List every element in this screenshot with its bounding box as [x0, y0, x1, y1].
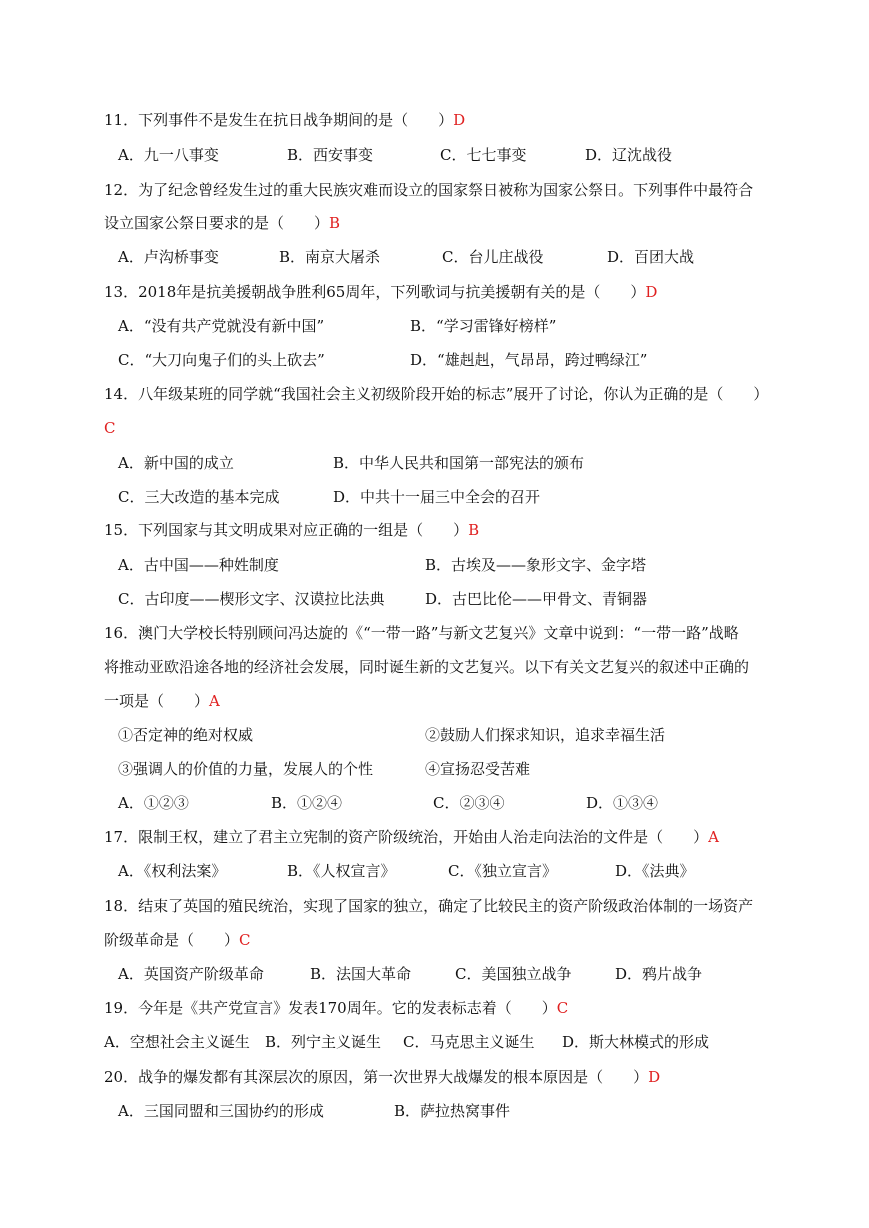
option-d: D．中共十一届三中全会的召开: [333, 488, 541, 506]
question-text: 19．今年是《共产党宣言》发表170周年。它的发表标志着（ ）: [104, 999, 557, 1017]
option-d: D．“雄赳赳，气昂昂，跨过鸭绿江”: [410, 351, 648, 369]
question-text: 阶级革命是（ ）: [104, 931, 240, 949]
question-14-answer-line: [104, 418, 115, 438]
question-13-stem: [104, 282, 657, 302]
statement-2: ②鼓励人们探求知识，追求幸福生活: [425, 726, 666, 744]
answer-key: B: [329, 214, 341, 232]
question-text: 一项是（ ）: [104, 692, 210, 710]
option-a: A．新中国的成立: [118, 454, 234, 472]
option-b: B．①②④: [271, 794, 343, 812]
option-a: A．“没有共产党就没有新中国”: [118, 317, 325, 335]
option-b: B．“学习雷锋好榜样”: [410, 317, 557, 335]
answer-key: D: [645, 283, 658, 301]
option-b: B．中华人民共和国第一部宪法的颁布: [333, 454, 585, 472]
option-b: B．《人权宣言》: [287, 862, 396, 880]
option-c: C．古印度——楔形文字、汉谟拉比法典: [118, 590, 385, 608]
question-20-stem: [104, 1067, 660, 1087]
question-17-stem: [104, 827, 719, 847]
answer-key: D: [648, 1068, 661, 1086]
option-a: A．九一八事变: [118, 146, 219, 164]
question-18-stem-line2: [104, 930, 251, 950]
option-d: D．①③④: [586, 794, 659, 812]
option-b: B．西安事变: [287, 146, 374, 164]
option-b: B．南京大屠杀: [279, 248, 381, 266]
option-d: D．《法典》: [615, 862, 695, 880]
question-14-stem: [104, 384, 768, 404]
option-c: C．三大改造的基本完成: [118, 488, 280, 506]
option-a: A．古中国——种姓制度: [118, 556, 279, 574]
question-text: 15．下列国家与其文明成果对应正确的一组是（ ）: [104, 521, 469, 539]
answer-key: A: [209, 692, 220, 710]
option-d: D．鸦片战争: [615, 965, 703, 983]
statement-1: ①否定神的绝对权威: [118, 726, 254, 744]
option-c: C．②③④: [433, 794, 505, 812]
answer-key: C: [556, 999, 569, 1017]
answer-key: D: [453, 111, 466, 129]
option-d: D．百团大战: [607, 248, 695, 266]
option-a: A．卢沟桥事变: [118, 248, 219, 266]
option-c: C．《独立宣言》: [448, 862, 557, 880]
option-c: C．马克思主义诞生: [403, 1033, 535, 1051]
question-text: 将推动亚欧沿途各地的经济社会发展，同时诞生新的文艺复兴。以下有关文艺复兴的叙述中正确的: [104, 658, 750, 676]
answer-key: A: [708, 828, 719, 846]
question-text: 14．八年级某班的同学就“我国社会主义初级阶段开始的标志”展开了讨论，你认为正确的是（ ）: [104, 385, 769, 403]
question-15-stem: [104, 520, 479, 540]
option-a: A．三国同盟和三国协约的形成: [118, 1102, 324, 1120]
question-text: 12．为了纪念曾经发生过的重大民族灾难而设立的国家祭日被称为国家公祭日。下列事件中最符合: [104, 181, 754, 199]
option-b: B．列宁主义诞生: [265, 1033, 382, 1051]
answer-key: C: [104, 419, 116, 437]
option-a: A．空想社会主义诞生: [104, 1033, 250, 1051]
question-18-stem-line1: [104, 896, 753, 916]
question-text: 16．澳门大学校长特别顾问冯达旋的《“一带一路”与新文艺复兴》文章中说到：“一带一路”战略: [104, 624, 739, 642]
option-a: A．《权利法案》: [118, 862, 227, 880]
statement-4: ④宣扬忍受苦难: [425, 760, 531, 778]
question-19-stem: [104, 998, 568, 1018]
option-d: D．古巴比伦——甲骨文、青铜器: [425, 590, 648, 608]
option-c: C．美国独立战争: [455, 965, 572, 983]
option-b: B．古埃及——象形文字、金字塔: [425, 556, 647, 574]
question-text: 17．限制王权，建立了君主立宪制的资产阶级统治，开始由人治走向法治的文件是（ ）: [104, 828, 709, 846]
question-16-stem-line3: [104, 691, 220, 711]
option-b: B．萨拉热窝事件: [394, 1102, 511, 1120]
option-a: A．①②③: [118, 794, 189, 812]
question-12-stem-line2: [104, 213, 340, 233]
option-d: D．辽沈战役: [585, 146, 673, 164]
question-11-stem: [104, 110, 465, 130]
answer-key: C: [239, 931, 251, 949]
answer-key: B: [468, 521, 480, 539]
question-text: 20．战争的爆发都有其深层次的原因，第一次世界大战爆发的根本原因是（ ）: [104, 1068, 649, 1086]
question-text: 18．结束了英国的殖民统治，实现了国家的独立，确定了比较民主的资产阶级政治体制的一场资产: [104, 897, 754, 915]
question-text: 11．下列事件不是发生在抗日战争期间的是（ ）: [104, 111, 454, 129]
question-12-stem-line1: [104, 180, 753, 200]
question-text: 13．2018年是抗美援朝战争胜利65周年，下列歌词与抗美援朝有关的是（ ）: [104, 283, 646, 301]
option-b: B．法国大革命: [310, 965, 412, 983]
option-d: D．斯大林模式的形成: [562, 1033, 710, 1051]
question-16-stem-line2: [104, 657, 749, 677]
option-c: C．七七事变: [440, 146, 527, 164]
question-text: 设立国家公祭日要求的是（ ）: [104, 214, 330, 232]
statement-3: ③强调人的价值的力量，发展人的个性: [118, 760, 374, 778]
option-c: C．台儿庄战役: [442, 248, 544, 266]
question-16-stem-line1: [104, 623, 739, 643]
option-c: C．“大刀向鬼子们的头上砍去”: [118, 351, 325, 369]
option-a: A．英国资产阶级革命: [118, 965, 264, 983]
